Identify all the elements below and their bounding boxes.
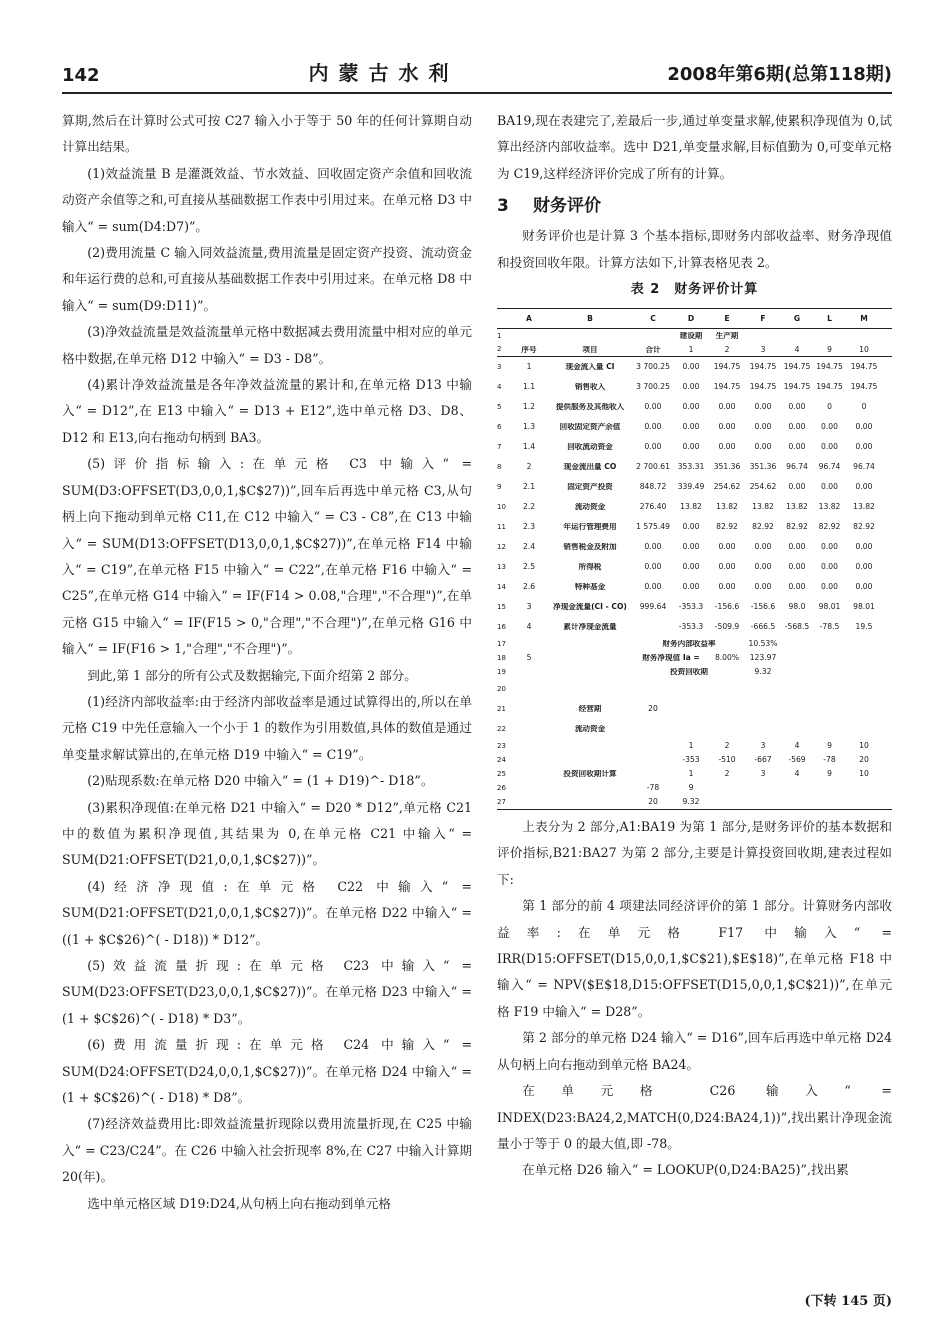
cell: 所得税 bbox=[578, 563, 602, 571]
page-header bbox=[62, 62, 892, 94]
section-title: 财务评价 bbox=[533, 196, 601, 217]
column-header: C bbox=[650, 314, 656, 323]
cell: 13.82 bbox=[786, 503, 808, 511]
cell: 194.75 bbox=[816, 363, 843, 371]
cell: 9 bbox=[827, 742, 832, 750]
cell: 82.92 bbox=[752, 523, 774, 531]
table-row bbox=[497, 753, 892, 767]
cell: 项目 bbox=[582, 345, 598, 354]
cell: 0.00 bbox=[682, 583, 700, 591]
table-row bbox=[497, 343, 892, 357]
row-number: 14 bbox=[497, 583, 506, 591]
cell: 194.75 bbox=[713, 363, 741, 371]
cell: 98.01 bbox=[818, 603, 841, 611]
cell: 194.75 bbox=[816, 383, 843, 391]
cell: -353 bbox=[682, 756, 700, 764]
row-number: 18 bbox=[497, 654, 506, 662]
cell: 82.92 bbox=[786, 523, 808, 531]
table-row bbox=[497, 437, 892, 457]
cell: 4 bbox=[526, 623, 532, 631]
cell: -353.3 bbox=[678, 603, 704, 611]
table-row bbox=[497, 357, 892, 377]
cell: -666.5 bbox=[750, 623, 776, 631]
row-number: 16 bbox=[497, 623, 506, 631]
table-row bbox=[497, 767, 892, 781]
cell: 2.5 bbox=[522, 563, 536, 571]
table-body bbox=[497, 357, 892, 637]
row-number: 27 bbox=[497, 798, 506, 806]
cell: 4 bbox=[794, 770, 800, 778]
cell: 9 bbox=[827, 770, 832, 778]
cell: 现金流出量 CO bbox=[563, 463, 617, 471]
table-row bbox=[497, 377, 892, 397]
cell: 流动资金 bbox=[574, 503, 606, 511]
cell: 2.6 bbox=[522, 583, 536, 591]
paragraph: 第 2 部分的单元格 D24 输入“ = D16”,回车后再选中单元格 D24 从句柄上向右拖动到单元格 BA24。 bbox=[497, 1030, 892, 1072]
table-caption: 表 2 财务评价计算 bbox=[630, 282, 759, 298]
cell: -509.9 bbox=[714, 623, 740, 631]
financial-evaluation-table bbox=[497, 308, 892, 810]
cell: 194.75 bbox=[749, 383, 777, 391]
row-number: 9 bbox=[497, 483, 502, 491]
paragraph: (6)费用流量折现:在单元格 C24 中输入“ = SUM(D24:OFFSET(D24,0,0,1,$C$27))”。在单元格 D24 中输入“ = (1 + $C$26)^( - D18) * D8”。 bbox=[62, 1037, 472, 1106]
cell: 254.62 bbox=[713, 483, 741, 491]
cell: 3 bbox=[760, 770, 766, 778]
paragraph: 财务评价也是计算 3 个基本指标,即财务内部收益率、财务净现值和投资回收年限。计算方法如下,计算表格见表 2。 bbox=[497, 228, 892, 270]
cell: 1 bbox=[526, 363, 532, 371]
cell: 0.00 bbox=[718, 443, 736, 451]
paragraph: 上表分为 2 部分,A1:BA19 为第 1 部分,是财务评价的基本数据和评价指标,B21:BA27 为第 2 部分,主要是计算投资回收期,建表过程如下: bbox=[497, 819, 892, 887]
cell: 13.82 bbox=[716, 503, 738, 511]
cell: 10.53% bbox=[748, 640, 778, 648]
cell: 351.36 bbox=[749, 463, 777, 471]
cell: 0.00 bbox=[682, 563, 700, 571]
cell: 净现金流量(CI - CO) bbox=[553, 603, 627, 611]
cell: 0.00 bbox=[682, 403, 700, 411]
cell: 0.00 bbox=[855, 483, 873, 491]
cell: 10 bbox=[859, 770, 869, 778]
cell: 0.00 bbox=[682, 363, 700, 371]
cell: 20 bbox=[648, 798, 658, 806]
cell: 合计 bbox=[645, 345, 661, 354]
row-number: 10 bbox=[497, 503, 506, 511]
cell: 2 bbox=[724, 345, 730, 354]
journal-title: 内蒙古水利 bbox=[308, 61, 459, 85]
cell: 96.74 bbox=[786, 463, 808, 471]
cell: 1.1 bbox=[522, 383, 536, 391]
cell: 10 bbox=[859, 742, 869, 750]
table-row bbox=[497, 679, 892, 699]
cell: 2.2 bbox=[522, 503, 536, 511]
row-number: 3 bbox=[497, 363, 502, 371]
cell: 0.00 bbox=[821, 423, 838, 431]
cell: 9.32 bbox=[754, 668, 772, 676]
cell: 0.00 bbox=[754, 443, 772, 451]
cell: 0.00 bbox=[682, 443, 700, 451]
cell: 0.00 bbox=[788, 403, 806, 411]
paragraph: 在单元格 D26 输入“ = LOOKUP(0,D24:BA25)”,找出累 bbox=[522, 1162, 849, 1178]
table-row bbox=[497, 719, 892, 739]
column-header: L bbox=[827, 314, 832, 323]
paragraph: BA19,现在表建完了,差最后一步,通过单变量求解,使累积净现值为 0,试算出经济内部收益率。选中 D21,单变量求解,目标值勤为 0,可变单元格为 C19,这样经济评价完成了所有的计算。 bbox=[497, 113, 892, 181]
cell: 82.92 bbox=[818, 523, 841, 531]
cell: 提供服务及其他收入 bbox=[555, 403, 625, 411]
cell: -78 bbox=[646, 784, 660, 792]
cell: 194.75 bbox=[783, 363, 811, 371]
column-header: F bbox=[760, 314, 766, 323]
cell: 经营期 bbox=[578, 705, 602, 713]
row-number: 6 bbox=[497, 423, 502, 431]
cell: 销售收入 bbox=[574, 383, 606, 391]
continued-note: (下转 145 页) bbox=[804, 1294, 892, 1309]
cell: 2 bbox=[526, 463, 532, 471]
cell: -156.6 bbox=[750, 603, 776, 611]
row-number: 8 bbox=[497, 463, 502, 471]
cell: -667 bbox=[754, 756, 772, 764]
cell: 累计净现金流量 bbox=[563, 623, 617, 631]
paragraph: (7)经济效益费用比:即效益流量折现除以费用流量折现,在 C25 中输入“ = C23/C24”。在 C26 中输入社会折现率 8%,在 C27 中输入计算期 20(年)。 bbox=[62, 1116, 472, 1185]
cell: 0.00 bbox=[718, 543, 736, 551]
cell: 339.49 bbox=[677, 483, 705, 491]
cell: 4 bbox=[794, 742, 800, 750]
cell: 3 bbox=[760, 742, 766, 750]
row-number: 11 bbox=[497, 523, 506, 531]
cell: 0.00 bbox=[754, 563, 772, 571]
cell: 194.75 bbox=[850, 363, 878, 371]
cell: 82.92 bbox=[716, 523, 738, 531]
cell: 0.00 bbox=[682, 383, 700, 391]
cell: 10 bbox=[859, 345, 869, 354]
cell: 1.3 bbox=[522, 423, 536, 431]
paragraph: (5)评价指标输入:在单元格 C3 中输入“ = SUM(D3:OFFSET(D3,0,0,1,$C$27))”,回车后再选中单元格 C3,从句柄上向下拖动到单元格 C11,在 C12 中输入“ = C3 - C8”,在 C13 中输入“ = SUM(D13:OFFSET(D13,0,0,1,$C$27))”,在单元格 F14 中输入“ = C19”,在单元格 F15 中输入“ = C22”,在单元格 F16 中输入“ = C25”,在单元格 G14 中输入“ = IF(F14 > 0.08,"合理","不合理")”,在单元格 G15 中输入“ = IF(F15 > 0,"合理","不合理")”,在单元格 G16 中输入“ = IF(F16 > 1,"合理","不合理")”。 bbox=[62, 456, 472, 657]
table-row bbox=[497, 665, 892, 679]
row-number: 4 bbox=[497, 383, 502, 391]
cell: 2 bbox=[724, 742, 730, 750]
cell: 生产期 bbox=[715, 332, 739, 340]
row-number: 22 bbox=[497, 725, 506, 733]
paragraph: (5)效益流量折现:在单元格 C23 中输入“ = SUM(D23:OFFSET(D23,0,0,1,$C$27))”。在单元格 D23 中输入“ = (1 + $C$26)^( - D18) * D3”。 bbox=[62, 958, 472, 1026]
column-header: B bbox=[587, 314, 593, 323]
cell: 999.64 bbox=[639, 603, 667, 611]
column-header: M bbox=[860, 314, 868, 323]
table-row bbox=[497, 457, 892, 477]
cell: 4 bbox=[794, 345, 800, 354]
cell: 现金流入量 CI bbox=[565, 363, 615, 371]
cell: 0.00 bbox=[855, 543, 873, 551]
cell: 1.4 bbox=[522, 443, 536, 451]
table-row bbox=[497, 517, 892, 537]
cell: 0.00 bbox=[855, 423, 873, 431]
cell: 13.82 bbox=[680, 503, 702, 511]
table-row bbox=[497, 795, 892, 809]
table-row bbox=[497, 497, 892, 517]
cell: -568.5 bbox=[784, 623, 810, 631]
cell: 2 bbox=[724, 770, 730, 778]
paragraph: (1)经济内部收益率:由于经济内部收益率是通过试算得出的,所以在单元格 C19 中先任意输入一个小于 1 的数作为引用数值,具体的数值是通过单变量求解试算出的,在单元格 D19 中输入“ = C19”。 bbox=[62, 693, 472, 762]
cell: 848.72 bbox=[639, 483, 667, 491]
paragraph: (3)累积净现值:在单元格 D21 中输入“ = D20 * D12”,单元格 C21 中的数值为累积净现值,其结果为 0,在单元格 C21 中输入“ = SUM(D21:OFFSET(D21,0,0,1,$C$27))”。 bbox=[62, 799, 472, 868]
cell: 0 bbox=[861, 403, 867, 411]
cell: 19.5 bbox=[855, 623, 873, 631]
cell: 2.3 bbox=[522, 523, 536, 531]
cell: 96.74 bbox=[818, 463, 841, 471]
column-header: E bbox=[724, 314, 730, 323]
cell: 13.82 bbox=[818, 503, 841, 511]
cell: 0.00 bbox=[754, 583, 772, 591]
paragraph: 在单元格 C26 输入“ = INDEX(D23:BA24,2,MATCH(0,D24:BA24,1))”,找出累计净现金流量小于等于 0 的最大值,即 -78。 bbox=[497, 1083, 892, 1151]
table-row bbox=[497, 651, 892, 665]
cell: 销售税金及附加 bbox=[563, 543, 617, 551]
paragraph: (1)效益流量 B 是灌溉效益、节水效益、回收固定资产余值和回收流动资产余值等之和,可直接从基础数据工作表中引用过来。在单元格 D3 中输入“ = sum(D4:D7)”。 bbox=[62, 165, 472, 234]
paragraph: 第 1 部分的前 4 项建法同经济评价的第 1 部分。计算财务内部收益率:在单元格 F17 中输入“ = IRR(D15:OFFSET(D15,0,0,1,$C$21),$E$18)”,在单元格 F18 中输入“ = NPV($E$18,D15:OFFSET(D15,0,0,1,$C$21))”,在单元格 F19 中输入“ = D28”。 bbox=[497, 898, 892, 1019]
column-header: A bbox=[526, 314, 532, 323]
cell: 财务内部收益率 bbox=[662, 640, 716, 648]
column-header: G bbox=[793, 314, 801, 323]
row-number: 24 bbox=[497, 756, 506, 764]
row-number: 7 bbox=[497, 443, 502, 451]
right-column bbox=[497, 108, 892, 1184]
row-number: 26 bbox=[497, 784, 506, 792]
cell: 3 700.25 bbox=[636, 363, 670, 371]
cell: 13.82 bbox=[853, 503, 875, 511]
row-number: 23 bbox=[497, 742, 506, 750]
cell: 3 bbox=[526, 603, 532, 611]
cell: 1 bbox=[688, 345, 694, 354]
cell: 投资回收期 bbox=[670, 668, 708, 676]
table-row bbox=[497, 537, 892, 557]
table-row bbox=[497, 417, 892, 437]
cell: 0.00 bbox=[644, 543, 662, 551]
table-row bbox=[497, 477, 892, 497]
cell: 96.74 bbox=[853, 463, 875, 471]
cell: 回收固定资产余值 bbox=[559, 423, 621, 431]
cell: 0.00 bbox=[718, 403, 736, 411]
cell: -510 bbox=[718, 756, 736, 764]
row-number: 13 bbox=[497, 563, 506, 571]
cell: 0.00 bbox=[788, 563, 806, 571]
cell: 回收流动资金 bbox=[567, 443, 613, 451]
cell: 98.0 bbox=[788, 603, 806, 611]
cell: -78 bbox=[823, 756, 836, 764]
cell: 0 bbox=[827, 403, 832, 411]
cell: 276.40 bbox=[639, 503, 667, 511]
section-heading bbox=[497, 191, 892, 221]
cell: 年运行管理费用 bbox=[563, 523, 617, 531]
cell: 194.75 bbox=[850, 383, 878, 391]
cell: 0.00 bbox=[855, 563, 873, 571]
row-number: 15 bbox=[497, 603, 506, 611]
cell: 194.75 bbox=[783, 383, 811, 391]
row-number: 1 bbox=[497, 332, 502, 340]
cell: 0.00 bbox=[855, 583, 873, 591]
cell: 1 bbox=[688, 742, 694, 750]
table-row bbox=[497, 557, 892, 577]
cell: 5 bbox=[526, 654, 532, 662]
cell: 0.00 bbox=[855, 443, 873, 451]
cell: -353.3 bbox=[678, 623, 704, 631]
cell: 0.00 bbox=[682, 543, 700, 551]
table-row bbox=[497, 739, 892, 753]
paragraph: (4)累计净效益流量是各年净效益流量的累计和,在单元格 D13 中输入“ = D12”,在 E13 中输入“ = D13 + E12”,选中单元格 D3、D8、D12 和 E13,向右拖动句柄到 BA3。 bbox=[62, 377, 472, 445]
cell: 9.32 bbox=[682, 798, 700, 806]
cell: 1.2 bbox=[522, 403, 536, 411]
cell: 2.1 bbox=[522, 483, 536, 491]
cell: 20 bbox=[648, 705, 658, 713]
cell: 0.00 bbox=[821, 543, 838, 551]
table-row bbox=[497, 699, 892, 719]
left-column bbox=[62, 108, 472, 1217]
table-column-header-row bbox=[497, 309, 892, 329]
cell: 0.00 bbox=[754, 403, 772, 411]
cell: 0.00 bbox=[754, 423, 772, 431]
cell: 2 700.61 bbox=[636, 463, 670, 471]
cell: -156.6 bbox=[714, 603, 740, 611]
cell: 3 700.25 bbox=[636, 383, 670, 391]
row-number: 25 bbox=[497, 770, 506, 778]
cell: 序号 bbox=[521, 345, 537, 354]
cell: 0.00 bbox=[821, 443, 838, 451]
cell: 8.00% bbox=[714, 654, 740, 662]
cell: 0.00 bbox=[754, 543, 772, 551]
row-number: 12 bbox=[497, 543, 506, 551]
table-row bbox=[497, 781, 892, 795]
cell: 254.62 bbox=[749, 483, 777, 491]
section-number: 3 bbox=[497, 196, 509, 217]
table-row bbox=[497, 397, 892, 417]
cell: 351.36 bbox=[713, 463, 741, 471]
cell: -78.5 bbox=[819, 623, 840, 631]
cell: 0.00 bbox=[821, 583, 838, 591]
cell: 0.00 bbox=[644, 443, 662, 451]
cell: 82.92 bbox=[853, 523, 875, 531]
cell: 353.31 bbox=[677, 463, 705, 471]
cell: 0.00 bbox=[821, 563, 838, 571]
table-row bbox=[497, 637, 892, 651]
cell: 固定资产投资 bbox=[567, 483, 613, 491]
cell: 投资回收期计算 bbox=[563, 770, 617, 778]
paragraph: 选中单元格区域 D19:D24,从句柄上向右拖动到单元格 bbox=[87, 1195, 391, 1211]
cell: 0.00 bbox=[718, 583, 736, 591]
paragraph: 到此,第 1 部分的所有公式及数据输完,下面介绍第 2 部分。 bbox=[87, 667, 417, 683]
cell: 0.00 bbox=[788, 483, 806, 491]
cell: 0.00 bbox=[644, 583, 662, 591]
cell: 建设期 bbox=[679, 332, 703, 340]
cell: 0.00 bbox=[718, 563, 736, 571]
paragraph: 算期,然后在计算时公式可按 C27 输入小于等于 50 年的任何计算期自动计算出结果。 bbox=[62, 113, 472, 155]
cell: 流动资金 bbox=[574, 725, 606, 733]
row-number: 21 bbox=[497, 705, 506, 713]
cell: 0.00 bbox=[644, 563, 662, 571]
paragraph: (2)贴现系数:在单元格 D20 中输入“ = (1 + D19)^- D18”。 bbox=[87, 773, 434, 789]
paragraph: (4)经济净现值:在单元格 C22 中输入“ = SUM(D21:OFFSET(D21,0,0,1,$C$27))”。在单元格 D22 中输入“ = ((1 + $C$26)^( - D18)) * D12”。 bbox=[62, 878, 472, 947]
cell: 123.97 bbox=[749, 654, 777, 662]
paragraph: (3)净效益流量是效益流量单元格中数据减去费用流量中相对应的单元格中数据,在单元格 D12 中输入“ = D3 - D8”。 bbox=[62, 324, 472, 366]
cell: 1 bbox=[688, 770, 694, 778]
cell: 0.00 bbox=[644, 423, 662, 431]
row-number: 5 bbox=[497, 403, 502, 411]
paragraph: (2)费用流量 C 输入同效益流量,费用流量是固定资产投资、流动资金和年运行费的总和,可直接从基础数据工作表中引用过来。在单元格 D8 中输入“ = sum(D9:D11)”。 bbox=[62, 245, 472, 313]
page-number: 142 bbox=[62, 65, 100, 86]
cell: 特种基金 bbox=[574, 583, 606, 591]
row-number: 2 bbox=[497, 346, 502, 354]
cell: 1 575.49 bbox=[636, 523, 670, 531]
row-number: 17 bbox=[497, 640, 506, 648]
cell: 0.00 bbox=[788, 543, 806, 551]
cell: 13.82 bbox=[752, 503, 774, 511]
column-header: D bbox=[687, 314, 695, 323]
cell: 0.00 bbox=[821, 483, 838, 491]
cell: 0.00 bbox=[718, 423, 736, 431]
table-row bbox=[497, 597, 892, 617]
cell: 0.00 bbox=[788, 423, 806, 431]
row-number: 20 bbox=[497, 685, 506, 693]
table-row bbox=[497, 329, 892, 343]
cell: 0.00 bbox=[644, 403, 662, 411]
cell: 9 bbox=[688, 784, 694, 792]
cell: -569 bbox=[788, 756, 806, 764]
table-row bbox=[497, 577, 892, 597]
cell: 98.01 bbox=[853, 603, 875, 611]
cell: 0.00 bbox=[788, 583, 806, 591]
cell: 9 bbox=[827, 345, 832, 354]
table-row bbox=[497, 617, 892, 637]
issue-info: 2008年第6期(总第118期) bbox=[667, 64, 892, 85]
cell: 2.4 bbox=[522, 543, 536, 551]
cell: 20 bbox=[859, 756, 869, 764]
cell: 194.75 bbox=[749, 363, 777, 371]
cell: 0.00 bbox=[682, 523, 700, 531]
cell: 0.00 bbox=[682, 423, 700, 431]
cell: 194.75 bbox=[713, 383, 741, 391]
cell: 财务净现值 Ia = bbox=[642, 654, 700, 662]
row-number: 19 bbox=[497, 668, 506, 676]
cell: 3 bbox=[760, 345, 766, 354]
cell: 0.00 bbox=[788, 443, 806, 451]
